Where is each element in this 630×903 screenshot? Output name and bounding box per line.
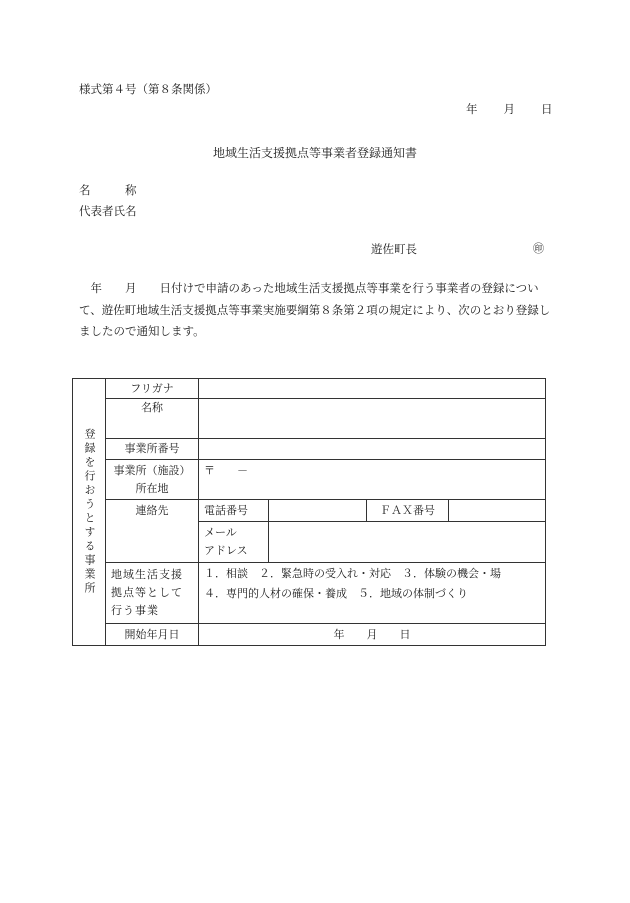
location-label-line1: 事業所（施設） <box>113 463 191 477</box>
location-field[interactable] <box>199 460 546 500</box>
location-label <box>106 460 199 500</box>
date-month: 月 <box>503 102 515 116</box>
email-label-line1: メール <box>204 526 237 539</box>
phone-field[interactable] <box>269 500 367 522</box>
fax-field[interactable] <box>449 500 546 522</box>
issue-date <box>466 101 553 117</box>
registration-table <box>72 378 546 646</box>
service-items-line1: １．相談 ２．緊急時の受入れ・対応 ３．体験の機会・場 <box>204 567 501 580</box>
contact-label: 連絡先 <box>106 500 199 563</box>
seal-mark: ㊞ <box>533 242 544 255</box>
postal-mark: 〒 － <box>204 464 248 477</box>
fax-label: ＦＡＸ番号 <box>367 500 449 522</box>
form-number: 様式第４号（第８条関係） <box>79 82 217 96</box>
office-number-label: 事業所番号 <box>106 439 199 460</box>
date-year: 年 <box>466 102 478 116</box>
issuer-name: 遊佐町長 <box>371 242 417 256</box>
email-label <box>199 522 269 563</box>
representative-name-label: 代表者氏名 <box>79 204 137 218</box>
recipient-name-label: 名 称 <box>79 183 137 197</box>
notification-body: 年 月 日付けで申請のあった地域生活支援拠点等事業を行う事業者の登録について、遊佐町地域生活支援拠点等事業実施要綱第８条第２項の規定により、次のとおり登録しましたので通知します。 <box>79 281 551 338</box>
location-label-line2: 所在地 <box>135 481 169 495</box>
phone-label: 電話番号 <box>199 500 269 522</box>
office-number-field[interactable] <box>199 439 546 460</box>
service-label <box>106 563 199 624</box>
document-title: 地域生活支援拠点等事業者登録通知書 <box>212 146 417 160</box>
email-field[interactable] <box>269 522 546 563</box>
furigana-field[interactable] <box>199 379 546 399</box>
furigana-label: フリガナ <box>106 379 199 399</box>
service-label-line1: 地域生活支援 <box>111 568 183 581</box>
table-side-label: 登録を行おうとする事業所 <box>73 379 106 646</box>
facility-name-field[interactable] <box>199 399 546 439</box>
service-label-line3: 行う事業 <box>111 604 159 617</box>
email-label-line2: アドレス <box>204 544 248 557</box>
start-date-label: 開始年月日 <box>106 624 199 646</box>
start-date-field[interactable]: 年 月 日 <box>199 624 546 646</box>
service-label-line2: 拠点等として <box>111 586 183 599</box>
service-items-line2: ４．専門的人材の確保・養成 ５．地域の体制づくり <box>204 587 468 600</box>
date-day: 日 <box>541 102 553 116</box>
service-items[interactable] <box>199 563 546 624</box>
facility-name-label: 名称 <box>106 399 199 439</box>
